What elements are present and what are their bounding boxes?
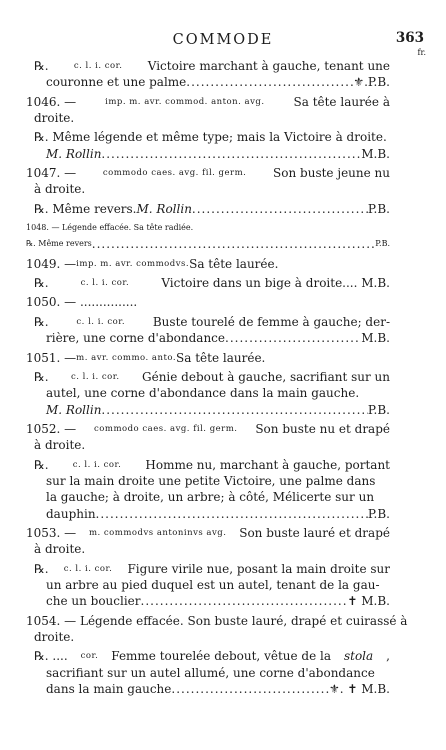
line-text: un arbre au pied duquel est un autel, tenant de la gau- [46, 577, 380, 592]
entry-line [26, 275, 390, 291]
line-text: m. commodvs antoninvs avg. [88, 527, 227, 538]
dot-leader [92, 236, 375, 252]
entry-line [26, 457, 390, 473]
line-text: rière, une corne d'abondance [46, 331, 225, 346]
line-text: ✝ M.B. [347, 594, 390, 609]
entry-line [26, 489, 390, 505]
entry-line [26, 577, 390, 593]
entry-line [26, 256, 390, 272]
dot-leader [101, 146, 361, 162]
catalogue-entry [26, 648, 390, 697]
catalogue-entry [26, 314, 390, 347]
line-text: ℞. Même légende et même type; mais la Victoire à droite. [34, 130, 387, 145]
catalogue-entry [26, 58, 390, 91]
catalogue-entry [26, 256, 390, 272]
line-text: à droite. [34, 182, 86, 197]
catalogue-entry [26, 94, 390, 127]
catalogue-entry [26, 457, 390, 522]
line-text: ℞. Même revers. [34, 201, 137, 216]
line-text: la gauche; à droite, un arbre; à côté, Mélicerte sur un [46, 490, 375, 505]
line-text: P.B. [367, 402, 390, 417]
entry-line [26, 74, 390, 90]
line-text: Figure virile nue, posant la main droite sur [127, 561, 390, 576]
line-text: ℞. [34, 457, 49, 472]
entry-line [26, 613, 408, 629]
line-text: 1046. — [26, 94, 77, 109]
line-text: M. Rollin [46, 402, 102, 417]
catalogue-entry [26, 129, 390, 162]
catalogue-entry [26, 613, 408, 646]
line-text: sacrifiant sur un autel allumé, une corne d'abondance [46, 665, 375, 680]
line-text: c. l. i. cor. [80, 278, 130, 289]
line-text: commodo caes. avg. fil. germ. [102, 168, 247, 179]
line-text: 1047. — [26, 166, 77, 181]
catalogue-entry [26, 275, 390, 291]
line-text: Sa tête laurée. [176, 350, 266, 365]
line-text: sur la main droite une petite Victoire, une palme dans [46, 473, 376, 488]
line-text: ℞. [34, 369, 49, 384]
line-text: Son buste nu et drapé [255, 421, 390, 436]
line-text: Buste tourelé de femme à gauche; der- [152, 314, 390, 329]
dot-leader [101, 402, 367, 418]
line-text: Sa tête laurée à [293, 94, 390, 109]
line-text: ℞. [34, 276, 49, 291]
entry-line [26, 58, 390, 74]
dot-leader [141, 593, 348, 609]
line-text: 1052. — [26, 421, 77, 436]
line-text: droite. [34, 630, 75, 644]
line-text: M.B. [361, 146, 390, 161]
catalogue-entry [26, 165, 390, 198]
entry-line [26, 665, 390, 681]
line-text: Sa tête laurée. [189, 256, 279, 271]
line-text: P.B. [375, 239, 390, 249]
line-text: M. Rollin [136, 201, 192, 216]
line-text: autel, une corne d'abondance dans la main gauche. [46, 386, 360, 401]
entry-line [26, 561, 390, 577]
line-text: 1048. — Légende effacée. Sa tête radiée. [26, 223, 194, 233]
line-text: imp. m. avr. commodvs. [76, 258, 190, 269]
line-text: commodo caes. avg. fil. germ. [94, 423, 238, 434]
line-text: 1054. — Légende effacée. Son buste lauré, drapé et cuirassé à [26, 613, 408, 628]
line-text: Génie debout à gauche, sacrifiant sur un [142, 369, 390, 384]
line-text: à droite. [34, 438, 86, 453]
entry-line [26, 473, 390, 489]
signature-mark: fr. [417, 48, 426, 57]
entry-line [26, 294, 390, 310]
line-text: P.B. [367, 201, 390, 216]
line-text: dans la main gauche [46, 682, 172, 697]
line-text: P.B. [367, 506, 390, 521]
line-text: M.B. [361, 331, 390, 346]
entry-line [26, 220, 390, 236]
line-text: 1051. — [26, 350, 77, 365]
dot-leader [171, 681, 329, 697]
entry-line [26, 385, 390, 401]
entry-line [26, 541, 390, 557]
line-text: ⚜. ✝ M.B. [329, 682, 390, 697]
entry-line [26, 369, 390, 385]
line-text: c. l. i. cor. [63, 563, 113, 574]
entry-line [26, 201, 390, 217]
line-text: 1050. — ............... [26, 295, 138, 310]
line-text: che un bouclier [46, 594, 141, 609]
line-text: c. l. i. cor. [73, 61, 123, 71]
entry-line [26, 437, 390, 453]
line-text: c. l. i. cor. [70, 371, 120, 382]
line-text: Femme tourelée debout, vêtue de la [111, 649, 332, 664]
line-text: ℞. .... [34, 649, 68, 664]
line-text: 1049. — [26, 256, 77, 271]
line-text: ℞. [34, 59, 49, 73]
entry-line [26, 629, 390, 645]
catalogue-entry [26, 350, 390, 366]
entry-line [26, 506, 390, 522]
line-text: ⚜.P.B. [353, 75, 390, 90]
line-text: à droite. [34, 542, 86, 557]
line-text: c. l. i. cor. [72, 459, 122, 470]
catalogue-entries [26, 58, 408, 697]
dot-leader [192, 201, 368, 217]
line-text: stola [343, 649, 374, 664]
dot-leader [96, 506, 368, 522]
catalogue-entry [26, 220, 390, 253]
line-text: ℞. [34, 314, 49, 329]
entry-line [26, 94, 390, 110]
line-text: Son buste lauré et drapé [239, 525, 390, 540]
page-number: 363 [395, 30, 424, 46]
line-text: droite. [34, 111, 75, 126]
line-text: dauphin [46, 506, 96, 521]
line-text: Victoire dans un bige à droite.... M.B. [161, 276, 390, 291]
catalogue-entry [26, 561, 390, 610]
line-text: Homme nu, marchant à gauche, portant [145, 457, 390, 472]
entry-line [26, 681, 390, 697]
dot-leader [225, 330, 361, 346]
line-text: ℞. Même revers [26, 239, 92, 249]
line-text: 1053. — [26, 525, 77, 540]
entry-line [26, 181, 390, 197]
catalogue-entry [26, 421, 390, 454]
entry-line [26, 421, 390, 437]
catalogue-entry [26, 369, 390, 418]
line-text: c. l. i. cor. [76, 316, 126, 327]
entry-line [26, 648, 390, 664]
line-text: , [386, 649, 390, 664]
catalogue-entry [26, 294, 390, 310]
entry-line [26, 314, 390, 330]
line-text: ℞. [34, 561, 49, 576]
catalogue-entry [26, 525, 390, 558]
entry-line [26, 593, 390, 609]
entry-line [26, 129, 390, 145]
line-text: m. avr. commo. anto. [76, 352, 177, 363]
entry-line [26, 146, 390, 162]
line-text: imp. m. avr. commod. anton. avg. [105, 96, 265, 107]
entry-line [26, 165, 390, 181]
entry-line [26, 236, 390, 252]
line-text: couronne et une palme [46, 75, 187, 90]
entry-line [26, 350, 390, 366]
dot-leader [186, 74, 353, 90]
line-text: Victoire marchant à gauche, tenant une [147, 59, 390, 73]
entry-line [26, 110, 390, 126]
running-head: COMMODE [172, 32, 274, 48]
entry-line [26, 402, 390, 418]
line-text: cor. [80, 651, 99, 662]
line-text: M. Rollin [46, 146, 102, 161]
line-text: Son buste jeune nu [273, 166, 390, 181]
entry-line [26, 330, 390, 346]
entry-line [26, 525, 390, 541]
catalogue-entry [26, 201, 390, 217]
